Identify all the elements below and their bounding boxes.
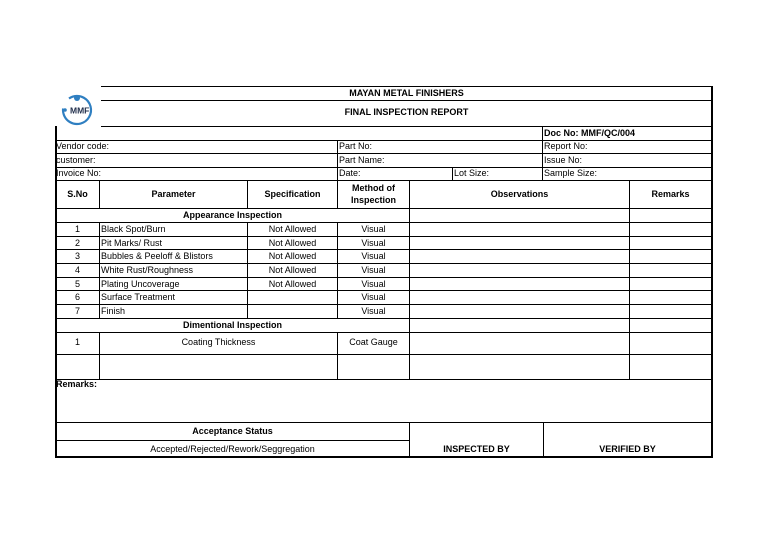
customer-label: customer: (56, 155, 96, 165)
row-specification: Not Allowed (268, 265, 317, 275)
row-method: Visual (361, 306, 386, 316)
mmf-logo (60, 93, 100, 127)
row-sno: 4 (74, 265, 80, 275)
acceptance-status-title: Acceptance Status (192, 426, 273, 436)
col-header-observations: Observations (490, 189, 549, 199)
row-parameter: Coating Thickness (181, 337, 256, 347)
report-no-label: Report No: (544, 141, 588, 151)
sample-size-label: Sample Size: (544, 168, 598, 178)
row-method: Visual (361, 292, 386, 302)
issue-no-label: Issue No: (544, 155, 583, 165)
row-method: Visual (361, 224, 386, 234)
row-parameter: Finish (101, 306, 126, 316)
company-name: MAYAN METAL FINISHERS (349, 88, 464, 98)
row-specification: Not Allowed (268, 279, 317, 289)
row-sno: 6 (74, 292, 80, 302)
row-sno: 3 (74, 251, 80, 261)
col-header-sno: S.No (67, 189, 88, 199)
svg-text:MMF: MMF (70, 105, 90, 116)
row-method: Visual (361, 265, 386, 275)
col-header-remarks: Remarks (651, 189, 690, 199)
row-method: Visual (361, 238, 386, 248)
row-parameter: Plating Uncoverage (101, 279, 180, 289)
col-header-specification: Specification (264, 189, 321, 199)
part-name-label: Part Name: (339, 155, 385, 165)
row-sno: 7 (74, 306, 80, 316)
inspected-by-label: INSPECTED BY (443, 444, 510, 454)
invoice-no-label: Invoice No: (56, 168, 102, 178)
verified-by-label: VERIFIED BY (599, 444, 656, 454)
report-title: FINAL INSPECTION REPORT (344, 107, 469, 117)
row-sno: 1 (74, 224, 80, 234)
dimensional-section-title: Dimentional Inspection (182, 320, 282, 330)
appearance-section-title: Appearance Inspection (182, 210, 283, 220)
part-no-label: Part No: (339, 141, 373, 151)
row-sno: 2 (74, 238, 80, 248)
row-method: Visual (361, 279, 386, 289)
row-parameter: Pit Marks/ Rust (101, 238, 163, 248)
row-sno: 1 (74, 337, 80, 347)
vendor-code-label: Vendor code: (56, 141, 110, 151)
row-method: Coat Gauge (349, 337, 398, 347)
lot-size-label: Lot Size: (454, 168, 490, 178)
row-sno: 5 (74, 279, 80, 289)
row-specification: Not Allowed (268, 224, 317, 234)
col-header-method-line1: Method of (352, 183, 395, 193)
row-parameter: Black Spot/Burn (101, 224, 166, 234)
remarks-label: Remarks: (56, 379, 98, 389)
date-label: Date: (339, 168, 361, 178)
row-method: Visual (361, 251, 386, 261)
row-parameter: Surface Treatment (101, 292, 176, 302)
acceptance-status-options: Accepted/Rejected/Rework/Seggregation (150, 444, 315, 454)
row-parameter: White Rust/Roughness (101, 265, 194, 275)
doc-no: Doc No: MMF/QC/004 (544, 128, 636, 138)
row-specification: Not Allowed (268, 251, 317, 261)
row-specification: Not Allowed (268, 238, 317, 248)
row-parameter: Bubbles & Peeloff & Blistors (101, 251, 213, 261)
col-header-parameter: Parameter (151, 189, 196, 199)
col-header-method-line2: Inspection (350, 195, 396, 205)
